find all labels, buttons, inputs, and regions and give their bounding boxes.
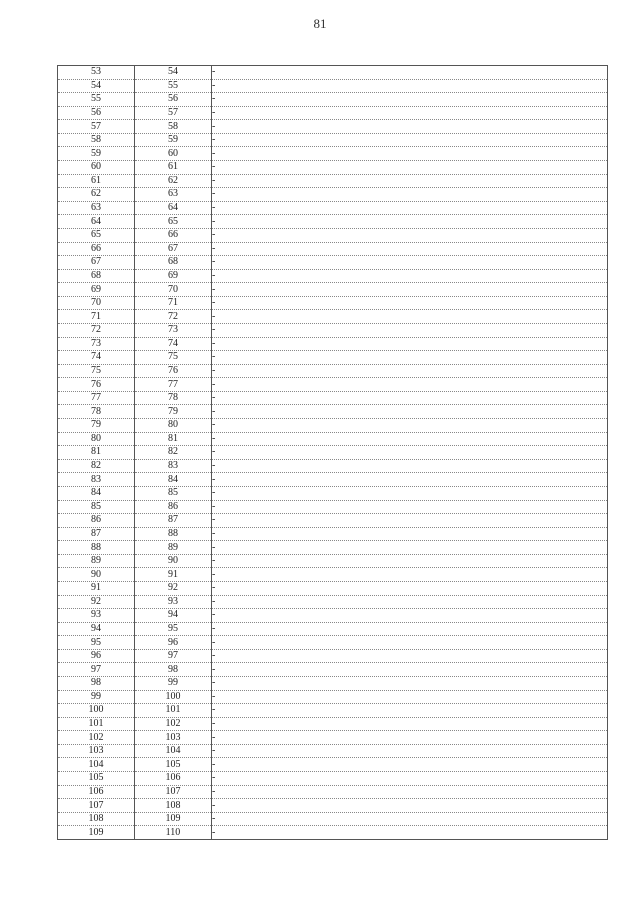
cell-second-number: 107 — [135, 785, 212, 799]
cell-second-number: 105 — [135, 758, 212, 772]
cell-value: - — [212, 581, 608, 595]
cell-value: - — [212, 717, 608, 731]
cell-value: - — [212, 351, 608, 365]
cell-first-number: 75 — [58, 364, 135, 378]
cell-first-number: 74 — [58, 351, 135, 365]
cell-first-number: 80 — [58, 432, 135, 446]
cell-second-number: 103 — [135, 731, 212, 745]
cell-value: - — [212, 66, 608, 80]
data-table — [57, 65, 608, 840]
cell-second-number: 55 — [135, 79, 212, 93]
cell-first-number: 53 — [58, 66, 135, 80]
table-row — [58, 772, 608, 786]
cell-first-number: 102 — [58, 731, 135, 745]
table-row — [58, 133, 608, 147]
cell-first-number: 59 — [58, 147, 135, 161]
cell-second-number: 62 — [135, 174, 212, 188]
table-row — [58, 66, 608, 80]
cell-first-number: 73 — [58, 337, 135, 351]
table-row — [58, 79, 608, 93]
cell-value: - — [212, 364, 608, 378]
cell-second-number: 101 — [135, 704, 212, 718]
table-row — [58, 201, 608, 215]
cell-first-number: 93 — [58, 609, 135, 623]
table-row — [58, 215, 608, 229]
cell-first-number: 76 — [58, 378, 135, 392]
cell-second-number: 59 — [135, 133, 212, 147]
cell-second-number: 97 — [135, 649, 212, 663]
cell-first-number: 61 — [58, 174, 135, 188]
table-row — [58, 785, 608, 799]
cell-value: - — [212, 256, 608, 270]
cell-second-number: 100 — [135, 690, 212, 704]
cell-second-number: 96 — [135, 636, 212, 650]
table-row — [58, 93, 608, 107]
table-row — [58, 595, 608, 609]
cell-second-number: 73 — [135, 323, 212, 337]
cell-first-number: 90 — [58, 568, 135, 582]
cell-value: - — [212, 174, 608, 188]
cell-value: - — [212, 310, 608, 324]
cell-first-number: 105 — [58, 772, 135, 786]
cell-value: - — [212, 323, 608, 337]
table-row — [58, 446, 608, 460]
cell-value: - — [212, 446, 608, 460]
cell-second-number: 108 — [135, 799, 212, 813]
table-row — [58, 554, 608, 568]
table-row — [58, 228, 608, 242]
cell-value: - — [212, 758, 608, 772]
cell-first-number: 99 — [58, 690, 135, 704]
cell-value: - — [212, 744, 608, 758]
cell-second-number: 66 — [135, 228, 212, 242]
cell-first-number: 71 — [58, 310, 135, 324]
cell-value: - — [212, 93, 608, 107]
table-row — [58, 120, 608, 134]
cell-first-number: 81 — [58, 446, 135, 460]
cell-value: - — [212, 405, 608, 419]
table-row — [58, 663, 608, 677]
cell-second-number: 57 — [135, 106, 212, 120]
cell-second-number: 104 — [135, 744, 212, 758]
cell-value: - — [212, 622, 608, 636]
page-number: 81 — [313, 16, 327, 31]
table-row — [58, 147, 608, 161]
cell-second-number: 102 — [135, 717, 212, 731]
cell-value: - — [212, 228, 608, 242]
table-row — [58, 296, 608, 310]
cell-second-number: 72 — [135, 310, 212, 324]
cell-value: - — [212, 133, 608, 147]
table-row — [58, 527, 608, 541]
table-row — [58, 242, 608, 256]
table-row — [58, 731, 608, 745]
cell-value: - — [212, 79, 608, 93]
cell-second-number: 78 — [135, 391, 212, 405]
cell-value: - — [212, 799, 608, 813]
cell-second-number: 74 — [135, 337, 212, 351]
cell-value: - — [212, 527, 608, 541]
cell-second-number: 77 — [135, 378, 212, 392]
table-row — [58, 758, 608, 772]
cell-value: - — [212, 568, 608, 582]
cell-value: - — [212, 337, 608, 351]
table-row — [58, 174, 608, 188]
cell-value: - — [212, 242, 608, 256]
table-row — [58, 161, 608, 175]
table-row — [58, 500, 608, 514]
table-row — [58, 269, 608, 283]
cell-second-number: 75 — [135, 351, 212, 365]
cell-first-number: 72 — [58, 323, 135, 337]
cell-first-number: 79 — [58, 419, 135, 433]
cell-first-number: 108 — [58, 812, 135, 826]
cell-first-number: 85 — [58, 500, 135, 514]
cell-first-number: 57 — [58, 120, 135, 134]
table-row — [58, 717, 608, 731]
cell-first-number: 104 — [58, 758, 135, 772]
cell-value: - — [212, 201, 608, 215]
cell-second-number: 88 — [135, 527, 212, 541]
cell-value: - — [212, 649, 608, 663]
cell-value: - — [212, 636, 608, 650]
table-row — [58, 826, 608, 840]
cell-second-number: 99 — [135, 677, 212, 691]
cell-first-number: 88 — [58, 541, 135, 555]
cell-first-number: 64 — [58, 215, 135, 229]
cell-first-number: 67 — [58, 256, 135, 270]
cell-second-number: 61 — [135, 161, 212, 175]
cell-second-number: 84 — [135, 473, 212, 487]
cell-value: - — [212, 677, 608, 691]
cell-value: - — [212, 785, 608, 799]
table-row — [58, 744, 608, 758]
table-row — [58, 649, 608, 663]
cell-value: - — [212, 731, 608, 745]
table-body — [58, 66, 608, 840]
cell-second-number: 87 — [135, 514, 212, 528]
cell-second-number: 89 — [135, 541, 212, 555]
cell-value: - — [212, 391, 608, 405]
cell-first-number: 56 — [58, 106, 135, 120]
cell-first-number: 66 — [58, 242, 135, 256]
cell-second-number: 67 — [135, 242, 212, 256]
cell-value: - — [212, 595, 608, 609]
table-row — [58, 188, 608, 202]
cell-first-number: 84 — [58, 486, 135, 500]
cell-second-number: 81 — [135, 432, 212, 446]
cell-value: - — [212, 609, 608, 623]
cell-value: - — [212, 772, 608, 786]
cell-first-number: 101 — [58, 717, 135, 731]
table-row — [58, 581, 608, 595]
table-row — [58, 405, 608, 419]
table-row — [58, 704, 608, 718]
cell-value: - — [212, 459, 608, 473]
cell-first-number: 82 — [58, 459, 135, 473]
table-row — [58, 391, 608, 405]
cell-value: - — [212, 704, 608, 718]
cell-second-number: 69 — [135, 269, 212, 283]
cell-first-number: 54 — [58, 79, 135, 93]
cell-second-number: 94 — [135, 609, 212, 623]
cell-second-number: 56 — [135, 93, 212, 107]
cell-first-number: 89 — [58, 554, 135, 568]
cell-second-number: 95 — [135, 622, 212, 636]
cell-first-number: 107 — [58, 799, 135, 813]
cell-first-number: 62 — [58, 188, 135, 202]
table-row — [58, 256, 608, 270]
cell-value: - — [212, 554, 608, 568]
table-row — [58, 419, 608, 433]
cell-first-number: 91 — [58, 581, 135, 595]
table-row — [58, 351, 608, 365]
cell-value: - — [212, 500, 608, 514]
cell-second-number: 65 — [135, 215, 212, 229]
cell-second-number: 58 — [135, 120, 212, 134]
cell-value: - — [212, 812, 608, 826]
cell-second-number: 83 — [135, 459, 212, 473]
cell-value: - — [212, 690, 608, 704]
cell-first-number: 87 — [58, 527, 135, 541]
cell-first-number: 95 — [58, 636, 135, 650]
cell-value: - — [212, 541, 608, 555]
cell-value: - — [212, 106, 608, 120]
cell-first-number: 65 — [58, 228, 135, 242]
cell-first-number: 68 — [58, 269, 135, 283]
cell-second-number: 92 — [135, 581, 212, 595]
cell-first-number: 109 — [58, 826, 135, 840]
table-row — [58, 812, 608, 826]
table-row — [58, 378, 608, 392]
cell-value: - — [212, 663, 608, 677]
cell-value: - — [212, 161, 608, 175]
cell-value: - — [212, 432, 608, 446]
cell-first-number: 106 — [58, 785, 135, 799]
cell-second-number: 82 — [135, 446, 212, 460]
cell-second-number: 109 — [135, 812, 212, 826]
table-row — [58, 486, 608, 500]
table-row — [58, 473, 608, 487]
cell-first-number: 96 — [58, 649, 135, 663]
table-row — [58, 636, 608, 650]
cell-value: - — [212, 514, 608, 528]
cell-second-number: 91 — [135, 568, 212, 582]
cell-first-number: 86 — [58, 514, 135, 528]
table-row — [58, 106, 608, 120]
table-row — [58, 310, 608, 324]
table-row — [58, 459, 608, 473]
cell-second-number: 63 — [135, 188, 212, 202]
cell-second-number: 110 — [135, 826, 212, 840]
cell-second-number: 80 — [135, 419, 212, 433]
cell-first-number: 100 — [58, 704, 135, 718]
table-row — [58, 799, 608, 813]
cell-value: - — [212, 147, 608, 161]
table-row — [58, 364, 608, 378]
cell-value: - — [212, 826, 608, 840]
cell-value: - — [212, 296, 608, 310]
table-row — [58, 677, 608, 691]
table-row — [58, 514, 608, 528]
table-row — [58, 622, 608, 636]
cell-second-number: 90 — [135, 554, 212, 568]
cell-value: - — [212, 486, 608, 500]
cell-first-number: 70 — [58, 296, 135, 310]
cell-value: - — [212, 188, 608, 202]
cell-second-number: 98 — [135, 663, 212, 677]
cell-value: - — [212, 120, 608, 134]
cell-first-number: 94 — [58, 622, 135, 636]
cell-first-number: 60 — [58, 161, 135, 175]
cell-value: - — [212, 269, 608, 283]
cell-second-number: 85 — [135, 486, 212, 500]
table-row — [58, 541, 608, 555]
table-row — [58, 568, 608, 582]
cell-value: - — [212, 419, 608, 433]
cell-second-number: 86 — [135, 500, 212, 514]
cell-second-number: 71 — [135, 296, 212, 310]
cell-value: - — [212, 378, 608, 392]
cell-second-number: 60 — [135, 147, 212, 161]
cell-value: - — [212, 215, 608, 229]
cell-second-number: 64 — [135, 201, 212, 215]
cell-first-number: 69 — [58, 283, 135, 297]
cell-value: - — [212, 473, 608, 487]
cell-second-number: 76 — [135, 364, 212, 378]
cell-first-number: 55 — [58, 93, 135, 107]
cell-second-number: 68 — [135, 256, 212, 270]
cell-first-number: 77 — [58, 391, 135, 405]
cell-first-number: 78 — [58, 405, 135, 419]
table-row — [58, 432, 608, 446]
cell-second-number: 93 — [135, 595, 212, 609]
table-row — [58, 609, 608, 623]
table-row — [58, 690, 608, 704]
cell-first-number: 92 — [58, 595, 135, 609]
cell-second-number: 54 — [135, 66, 212, 80]
cell-first-number: 83 — [58, 473, 135, 487]
cell-first-number: 97 — [58, 663, 135, 677]
cell-second-number: 106 — [135, 772, 212, 786]
cell-value: - — [212, 283, 608, 297]
cell-first-number: 103 — [58, 744, 135, 758]
cell-second-number: 79 — [135, 405, 212, 419]
cell-first-number: 58 — [58, 133, 135, 147]
cell-first-number: 98 — [58, 677, 135, 691]
cell-second-number: 70 — [135, 283, 212, 297]
table-row — [58, 323, 608, 337]
cell-first-number: 63 — [58, 201, 135, 215]
table-row — [58, 283, 608, 297]
table-row — [58, 337, 608, 351]
